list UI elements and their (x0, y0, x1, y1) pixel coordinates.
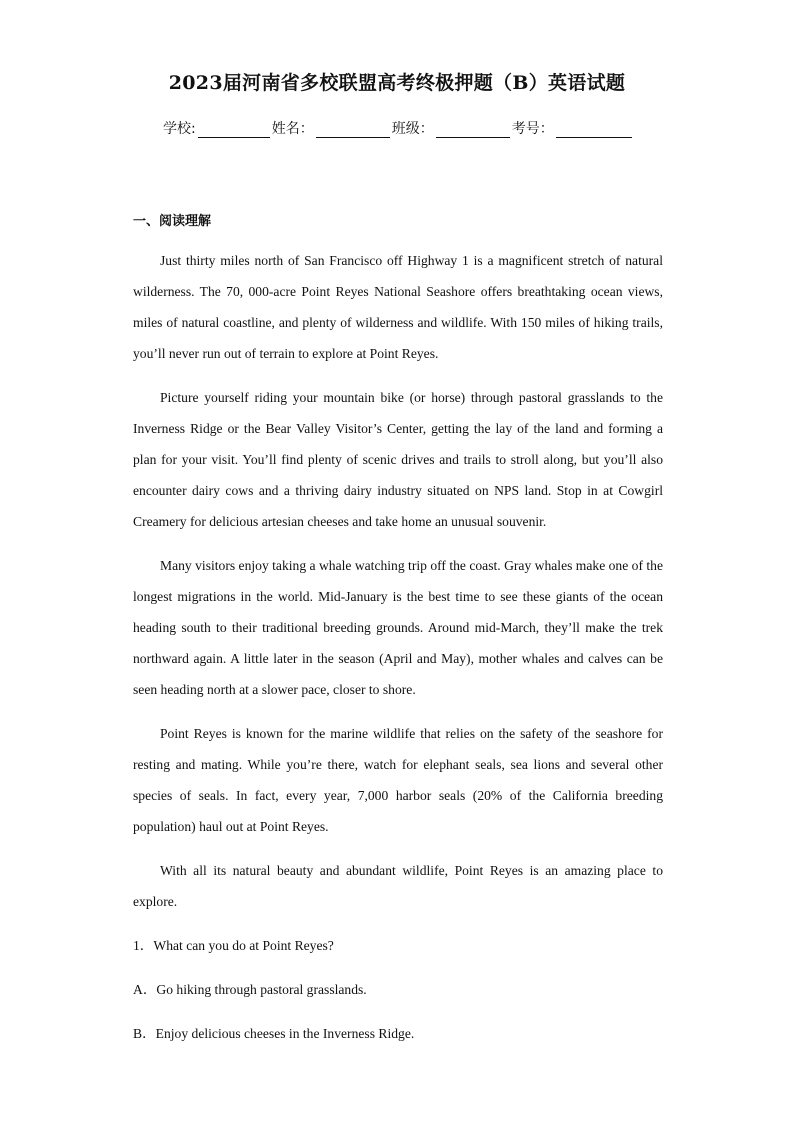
student-info-line (163, 118, 634, 138)
passage-paragraph: Just thirty miles north of San Francisco off Highway 1 is a magnificent stretch of natural wilderness. The 70, 000-acre Point Reyes National Seashore offers breathtaking ocean views, miles of natural coastline, and plenty of wilderness and wildlife. With 150 miles of hiking trails, you’ll never run out of terrain to explore at Point Reyes. (133, 253, 663, 361)
passage-paragraph: Picture yourself riding your mountain bike (or horse) through pastoral grasslands to the Inverness Ridge or the Bear Valley Visitor’s Center, getting the lay of the land and forming a plan for your visit. You’ll find plenty of scenic drives and trails to stroll along, but you’ll also encounter dairy cows and a thriving dairy industry situated on NPS land. Stop in at Cowgirl Creamery for delicious artesian cheeses and take home an unusual souvenir. (133, 390, 663, 529)
name-field (272, 118, 392, 138)
class-blank[interactable] (436, 123, 510, 138)
school-label: 学校: (163, 121, 196, 137)
passage-paragraph: With all its natural beauty and abundant wildlife, Point Reyes is an amazing place to explore. (133, 863, 663, 909)
name-label: 姓名： (271, 121, 314, 137)
question-stem: 1．What can you do at Point Reyes? (133, 938, 334, 953)
section-heading: 一、阅读理解 (133, 214, 212, 229)
reading-passage (133, 245, 663, 1062)
exam-number-label: 考号： (511, 121, 554, 137)
class-field (392, 118, 512, 138)
class-label: 班级： (391, 121, 434, 137)
answer-option-a[interactable]: A．Go hiking through pastoral grasslands. (133, 982, 367, 997)
school-field (163, 118, 272, 138)
name-blank[interactable] (316, 123, 390, 138)
exam-number-blank[interactable] (556, 123, 632, 138)
passage-paragraph: Point Reyes is known for the marine wildlife that relies on the safety of the seashore for resting and mating. While you’re there, watch for elephant seals, sea lions and several other species of seals. In fact, every year, 7,000 harbor seals (20% of the California breeding population) haul out at Point Reyes. (133, 726, 663, 834)
exam-number-field (512, 118, 634, 138)
school-blank[interactable] (198, 123, 270, 138)
passage-paragraph: Many visitors enjoy taking a whale watching trip off the coast. Gray whales make one of the longest migrations in the world. Mid-January is the best time to see these giants of the ocean heading south to their traditional breeding grounds. Around mid-March, they’ll make the trek northward again. A little later in the season (April and May), mother whales and calves can be seen heading north at a slower pace, closer to shore. (133, 558, 663, 697)
exam-title: 2023届河南省多校联盟高考终极押题（B）英语试题 (168, 72, 626, 94)
answer-option-b[interactable]: B．Enjoy delicious cheeses in the Inverness Ridge. (133, 1026, 415, 1041)
